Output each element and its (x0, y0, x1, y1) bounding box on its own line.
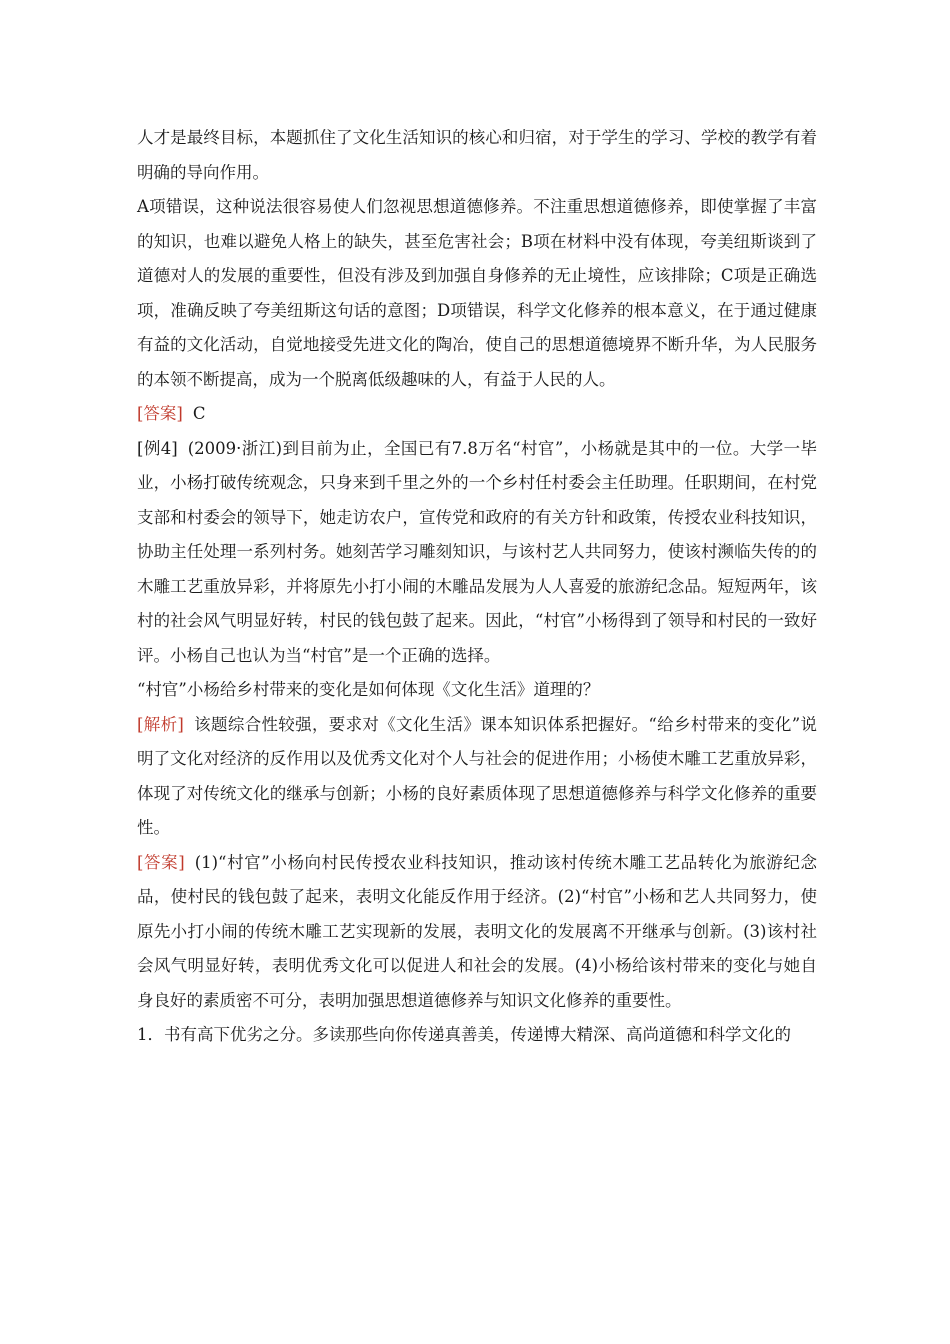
document-body (137, 121, 817, 1053)
answer-tag: [答案] (137, 404, 183, 423)
example-4 (137, 432, 817, 674)
analysis-paragraph (137, 708, 817, 846)
answer-text: (1)“村官”小杨向村民传授农业科技知识，推动该村传统木雕工艺品转化为旅游纪念品，使村民的钱包鼓了起来，表明文化能反作用于经济。(2)“村官”小杨和艺人共同努力，使原先小打小闹的传统木雕工艺实现新的发展，表明文化的发展离不开继承与创新。(3)该村社会风气明显好转，表明优秀文化可以促进人和社会的发展。(4)小杨给该村带来的变化与她自身良好的素质密不可分，表明加强思想道德修养与知识文化修养的重要性。 (137, 852, 817, 1010)
example-text: (2009·浙江)到目前为止，全国已有7.8万名“村官”，小杨就是其中的一位。大学一毕业，小杨打破传统观念，只身来到千里之外的一个乡村任村委会主任助理。任职期间，在村党支部和村委会的领导下，她走访农户，宣传党和政府的有关方针和政策，传授农业科技知识，协助主任处理一系列村务。她刻苦学习雕刻知识，与该村艺人共同努力，使该村濒临失传的的木雕工艺重放异彩，并将原先小打小闹的木雕品发展为人人喜爱的旅游纪念品。短短两年，该村的社会风气明显好转，村民的钱包鼓了起来。因此，“村官”小杨得到了领导和村民的一致好评。小杨自己也认为当“村官”是一个正确的选择。 (137, 438, 817, 665)
paragraph-option-analysis: A项错误，这种说法很容易使人们忽视思想道德修养。不注重思想道德修养，即使掌握了丰富的知识，也难以避免人格上的缺失，甚至危害社会；B项在材料中没有体现，夸美纽斯谈到了道德对人的发展的重要性，但没有涉及到加强自身修养的无止境性，应该排除；C项是正确选项，准确反映了夸美纽斯这句话的意图；D项错误，科学文化修养的根本意义，在于通过健康有益的文化活动，自觉地接受先进文化的陶冶，使自己的思想道德境界不断升华，为人民服务的本领不断提高，成为一个脱离低级趣味的人，有益于人民的人。 (137, 197, 817, 389)
paragraph-conclusion: 人才是最终目标，本题抓住了文化生活知识的核心和归宿，对于学生的学习、学校的教学有着明确的导向作用。 (137, 128, 817, 182)
analysis-tag: [解析] (137, 714, 184, 734)
example-label: [例4] (137, 438, 178, 458)
question-text: “村官”小杨给乡村带来的变化是如何体现《文化生活》道理的？ (137, 680, 600, 699)
analysis-text: 该题综合性较强，要求对《文化生活》课本知识体系把握好。“给乡村带来的变化”说明了文化对经济的反作用以及优秀文化对个人与社会的促进作用；小杨使木雕工艺重放异彩，体现了对传统文化的继承与创新；小杨的良好素质体现了思想道德修养与科学文化修养的重要性。 (137, 714, 818, 837)
numbered-item-1: 1．书有高下优劣之分。多读那些向你传递真善美，传递博大精深、高尚道德和科学文化的 (137, 1025, 791, 1044)
answer-value: C (192, 404, 206, 423)
answer-paragraph-2 (137, 846, 817, 1019)
answer-line-1 (137, 397, 817, 432)
answer-tag: [答案] (137, 852, 185, 872)
